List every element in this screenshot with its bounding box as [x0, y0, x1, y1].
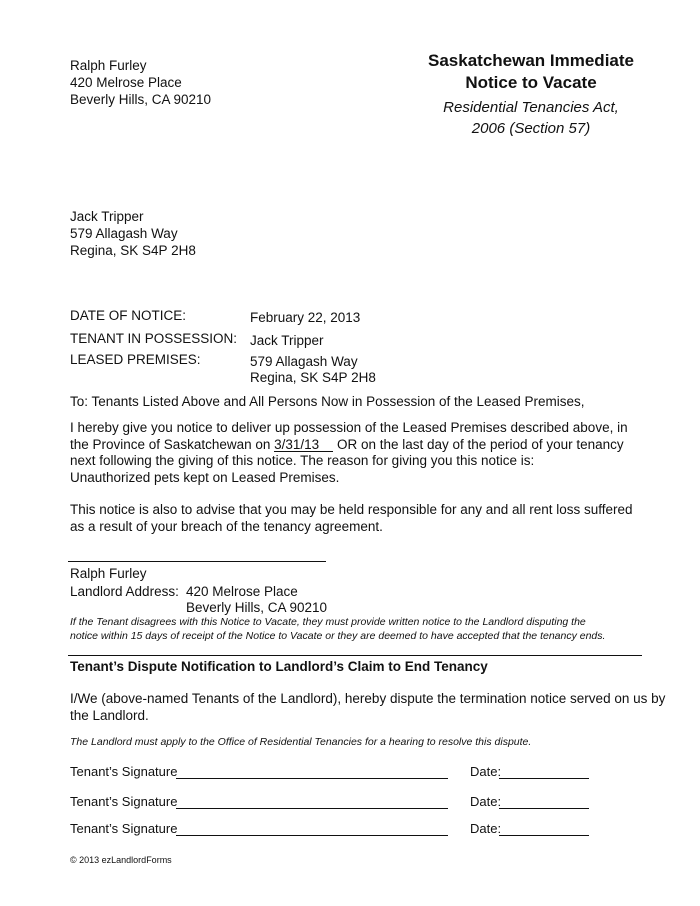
- to-line: [70, 394, 670, 411]
- sender-city: Beverly Hills, CA 90210: [70, 92, 212, 107]
- date-field[interactable]: [499, 835, 589, 836]
- recipient-name: Jack Tripper: [70, 209, 144, 224]
- notice-line-2-post: OR on the last day of the period of your tenancy: [336, 436, 624, 452]
- date-label: Date:: [470, 764, 502, 779]
- date-label: Date:: [470, 821, 502, 836]
- tenant-signature-field[interactable]: [176, 778, 448, 779]
- leased-premises-value: [250, 354, 376, 386]
- dispute-line-2: the Landlord.: [70, 707, 149, 723]
- tenant-in-possession-label: TENANT IN POSSESSION:: [70, 331, 238, 346]
- liability-line-2: as a result of your breach of the tenancy agreement.: [70, 518, 383, 534]
- notice-line-3: next following the giving of this notice. The reason for giving you this notice is:: [70, 453, 535, 468]
- landlord-street: 420 Melrose Place: [186, 584, 298, 599]
- leased-premises-street: 579 Allagash Way: [250, 354, 358, 369]
- liability-paragraph: [70, 502, 670, 535]
- recipient-street: 579 Allagash Way: [70, 226, 178, 241]
- copyright-footer: © 2013 ezLandlordForms: [70, 855, 172, 865]
- liability-line-1: This notice is also to advise that you may be held responsible for any and all rent loss suffered: [70, 502, 633, 517]
- section-divider: [68, 655, 642, 656]
- landlord-note-line-2: notice within 15 days of receipt of the Notice to Vacate or they are deemed to have accepted that the tenancy ends.: [70, 630, 606, 642]
- date-field[interactable]: [499, 808, 589, 809]
- sender-address: [70, 57, 211, 108]
- leased-premises-label: LEASED PREMISES:: [70, 352, 201, 367]
- notice-line-2-pre: the Province of Saskatchewan on: [70, 436, 271, 452]
- notice-line-4: Unauthorized pets kept on Leased Premises.: [70, 469, 340, 485]
- date-of-notice-label: DATE OF NOTICE:: [70, 308, 187, 323]
- title-line-2: Notice to Vacate: [465, 73, 597, 92]
- document-title: [411, 50, 651, 139]
- sender-street: 420 Melrose Place: [70, 75, 182, 90]
- date-of-notice-value: February 22, 2013: [250, 310, 361, 325]
- sender-name: Ralph Furley: [70, 58, 147, 73]
- tenant-signature-row-1: [70, 764, 600, 782]
- subtitle-line-1: Residential Tenancies Act,: [443, 99, 619, 116]
- tenant-signature-label: Tenant’s Signature: [70, 821, 178, 836]
- date-label: Date:: [470, 794, 502, 809]
- tenant-in-possession-value: Jack Tripper: [250, 333, 324, 348]
- tenant-signature-label: Tenant’s Signature: [70, 794, 178, 809]
- tenant-signature-row-3: [70, 821, 600, 839]
- landlord-dispute-note: [70, 615, 605, 643]
- tenant-signature-field[interactable]: [176, 835, 448, 836]
- dispute-note: The Landlord must apply to the Office of Residential Tenancies for a hearing to resolve this dispute.: [70, 736, 532, 748]
- title-line-1: Saskatchewan Immediate: [428, 51, 634, 70]
- tenant-signature-row-2: [70, 794, 600, 812]
- dispute-paragraph: [70, 691, 670, 724]
- vacate-date: 3/31/13: [274, 438, 333, 452]
- landlord-address: [186, 584, 327, 616]
- notice-line-1: I hereby give you notice to deliver up possession of the Leased Premises described above, in: [70, 420, 628, 435]
- to-line-text: To: Tenants Listed Above and All Persons Now in Possession of the Leased Premises,: [70, 394, 585, 409]
- landlord-note-line-1: If the Tenant disagrees with this Notice to Vacate, they must provide written notice to the Landlord disputing the: [70, 616, 586, 628]
- subtitle-line-2: 2006 (Section 57): [471, 120, 591, 137]
- recipient-address: [70, 208, 196, 259]
- landlord-city: Beverly Hills, CA 90210: [186, 600, 328, 615]
- landlord-address-label: Landlord Address:: [70, 584, 179, 599]
- notice-line-2: [70, 437, 670, 454]
- leased-premises-city: Regina, SK S4P 2H8: [250, 370, 376, 385]
- tenant-signature-label: Tenant’s Signature: [70, 764, 178, 779]
- date-field[interactable]: [499, 778, 589, 779]
- tenant-signature-field[interactable]: [176, 808, 448, 809]
- notice-paragraph: [70, 420, 670, 486]
- dispute-heading: Tenant’s Dispute Notification to Landlord’s Claim to End Tenancy: [70, 659, 488, 674]
- recipient-city: Regina, SK S4P 2H8: [70, 243, 196, 258]
- landlord-signature-line[interactable]: [68, 561, 326, 562]
- dispute-line-1: I/We (above-named Tenants of the Landlord), hereby dispute the termination notice served on us by: [70, 691, 666, 706]
- landlord-name: Ralph Furley: [70, 566, 147, 581]
